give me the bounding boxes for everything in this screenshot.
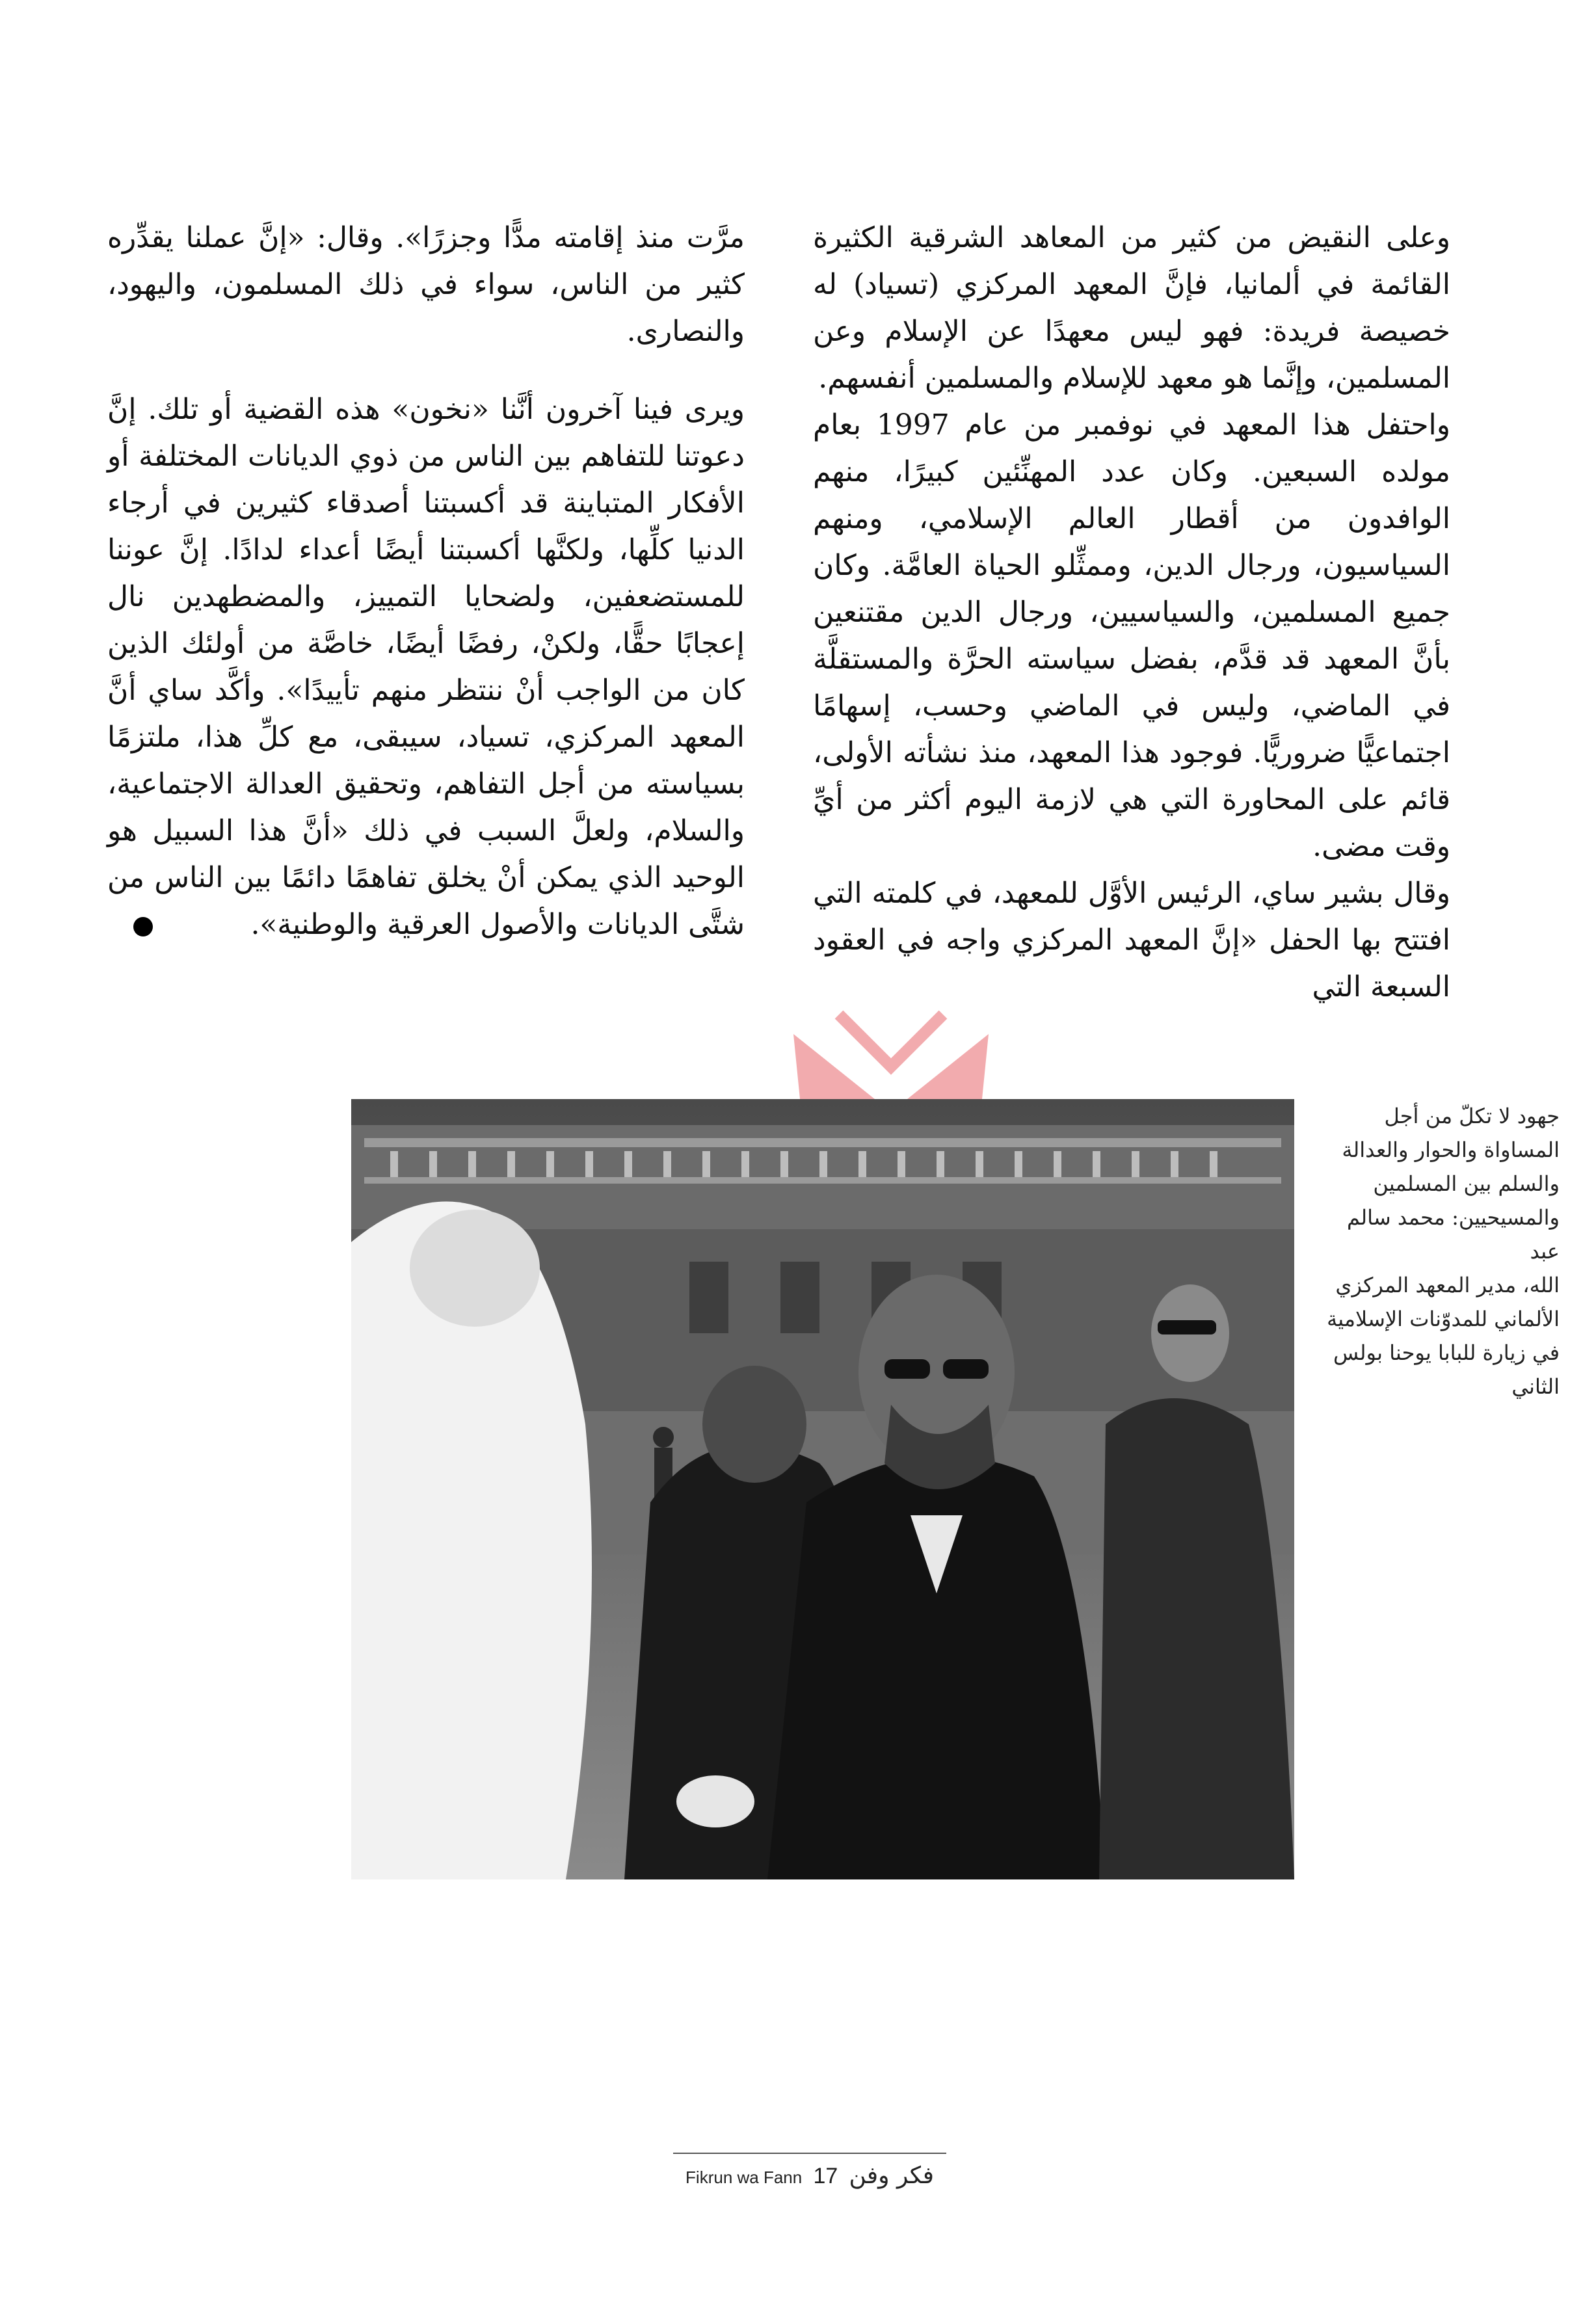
article-photo bbox=[351, 1099, 1294, 1879]
magazine-name-arabic: فكر وفن bbox=[849, 2162, 934, 2189]
paragraph: واحتفل هذا المعهد في نوفمبر من عام 1997 بعام مولده السبعين. وكان عدد المهنِّئين كبيرًا، منهم الوافدون من أقطار العالم الإسلامي، ومنهم السياسيون، ورجال الدين، وممثِّلو الحياة العامَّة. وكان جميع المسلمين، والسياسيين، ورجال الدين مقتنعين بأنَّ المعهد قد قدَّم، بفضل سياسته الحرَّة والمستقلَّة في الماضي، وليس في الماضي وحسب، إسهامًا اجتماعيًّا ضروريًّا. فوجود هذا المعهد، منذ نشأته الأولى، قائم على المحاورة التي هي لازمة اليوم أكثر من أيِّ وقت مضى. bbox=[813, 408, 1450, 863]
caption-line: الله، مدير المعهد المركزي bbox=[1335, 1273, 1560, 1297]
paragraph: مرَّت منذ إقامته مدًّا وجزرًا». وقال: «إنَّ عملنا يقدِّره كثير من الناس، سواء في ذلك المسلمون، واليهود، والنصارى. bbox=[107, 221, 745, 348]
paragraph-text: ويرى فينا آخرون أنَّنا «نخون» هذه القضية أو تلك. إنَّ دعوتنا للتفاهم بين الناس من ذوي الديانات المختلفة أو الأفكار المتباينة قد أكسبتنا أصدقاء كثيرين في أرجاء الدنيا كلِّها، ولكنَّها أكسبتنا أيضًا أعداء لدادًا. إنَّ عوننا للمستضعفين، ولضحايا التمييز، والمضطهدين نال إعجابًا حقًّا، ولكنْ، رفضًا أيضًا، خاصَّة من أولئك الذين كان من الواجب أنْ ننتظر منهم تأييدًا». وأكَّد ساي أنَّ المعهد المركزي، تسياد، سيبقى، مع كلِّ هذا، ملتزمًا بسياسته من أجل التفاهم، وتحقيق العدالة الاجتماعية، والسلام، ولعلَّ السبب في ذلك «أنَّ هذا السبيل هو الوحيد الذي يمكن أنْ يخلق تفاهمًا دائمًا بين الناس من شتَّى الديانات والأصول العرقية والوطنية». bbox=[107, 393, 745, 941]
page-footer bbox=[673, 2162, 946, 2189]
caption-line: والسلم بين المسلمين bbox=[1373, 1171, 1560, 1196]
caption-line: الثاني bbox=[1511, 1374, 1560, 1399]
paragraph bbox=[107, 386, 745, 948]
caption-line: المساواة والحوار والعدالة bbox=[1342, 1137, 1560, 1162]
article-right-column bbox=[813, 215, 1450, 1011]
caption-line: في زيارة للبابا يوحنا بولس bbox=[1333, 1340, 1560, 1365]
paragraph: وعلى النقيض من كثير من المعاهد الشرقية الكثيرة القائمة في ألمانيا، فإنَّ المعهد المركزي (تسياد) له خصيصة فريدة: فهو ليس معهدًا عن الإسلام وعن المسلمين، وإنَّما هو معهد للإسلام والمسلمين أنفسهم. bbox=[813, 221, 1450, 395]
paragraph: وقال بشير ساي، الرئيس الأوَّل للمعهد، في كلمته التي افتتح بها الحفل «إنَّ المعهد المركزي واجه في العقود السبعة التي bbox=[813, 877, 1450, 1003]
caption-line: جهود لا تكلّ من أجل bbox=[1384, 1104, 1560, 1128]
caption-line: والمسيحيين: محمد سالم عبد bbox=[1347, 1205, 1560, 1264]
article-left-column bbox=[107, 215, 745, 948]
footer-divider bbox=[673, 2153, 946, 2154]
end-of-article-bullet-icon bbox=[133, 917, 153, 936]
photo-caption bbox=[1312, 1099, 1560, 1403]
caption-line: الألماني للمدوّنات الإسلامية bbox=[1327, 1307, 1560, 1331]
page-number: 17 bbox=[813, 2164, 838, 2188]
magazine-name-latin: Fikrun wa Fann bbox=[685, 2168, 803, 2187]
photo-scene bbox=[351, 1099, 1294, 1879]
